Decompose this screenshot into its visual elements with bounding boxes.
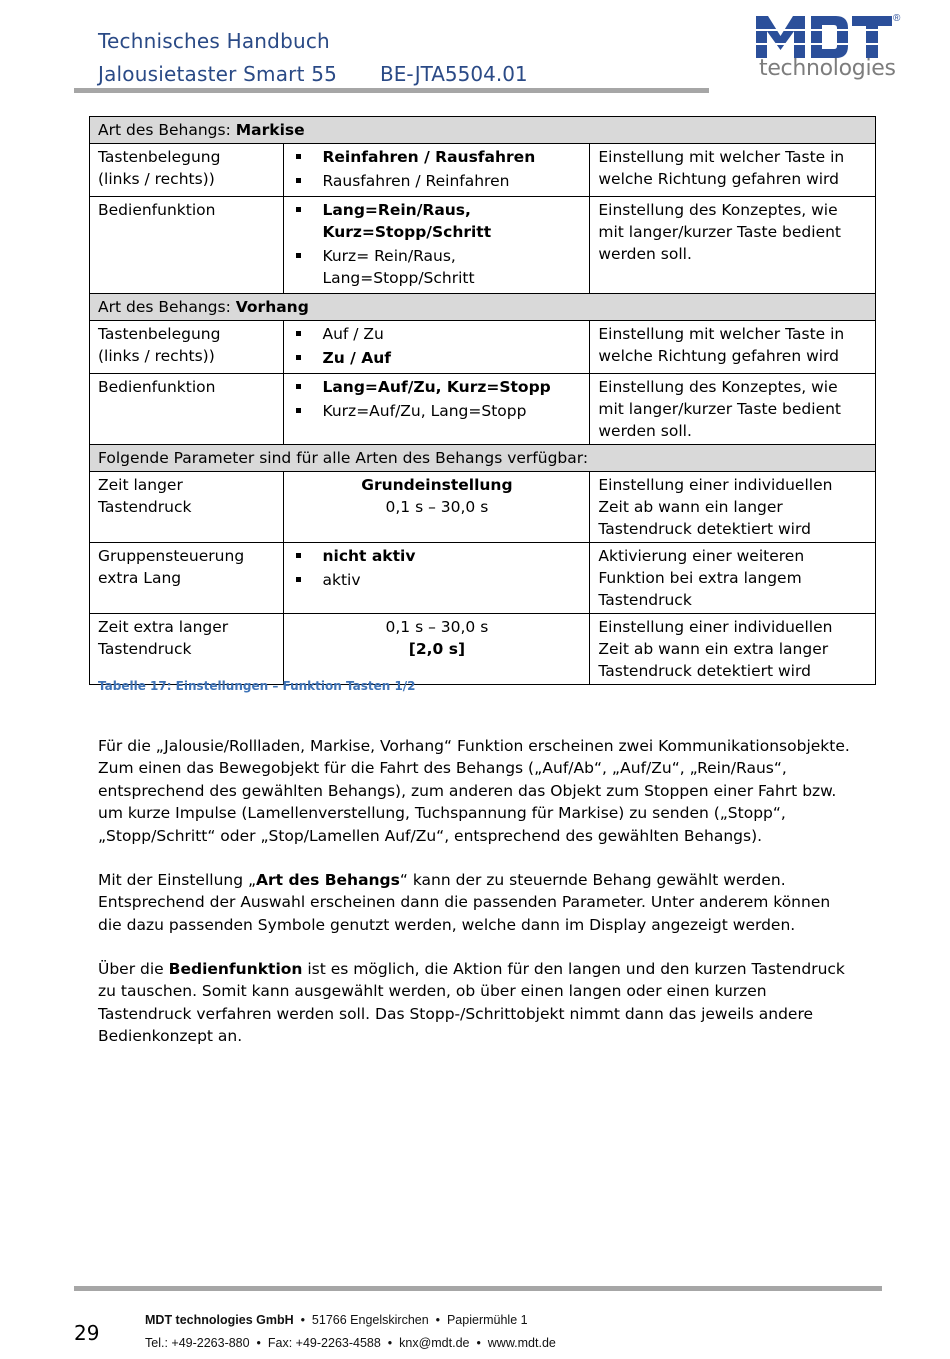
option-item: Zu / Auf: [292, 347, 581, 369]
param-description: Einstellung des Konzeptes, wie mit langer/kurzer Taste bedient werden soll.: [590, 197, 876, 294]
param-description: Aktivierung einer weiteren Funktion bei extra langem Tastendruck: [590, 543, 876, 614]
param-value-range: 0,1 s – 30,0 s: [385, 498, 489, 516]
option-item: Rausfahren / Reinfahren: [292, 170, 581, 192]
paragraph: Über die Bedienfunktion ist es möglich, die Aktion für den langen und den kurzen Tastendruck zu tauschen. Somit kann ausgewählt werden, ob über einen langen oder einen kurzen Tastendruck verfahren werden soll. Das Stopp-/Schrittobjekt nimmt dann das jeweils andere Bedienkonzept an.: [98, 960, 845, 1046]
option-item: Kurz=Auf/Zu, Lang=Stopp: [292, 400, 581, 422]
table-row: [90, 197, 876, 294]
table-row: [90, 472, 876, 543]
footer-rule: [74, 1286, 882, 1291]
table-row: [90, 321, 876, 374]
section-value: Vorhang: [235, 298, 309, 316]
section-label: Art des Behangs:: [98, 298, 236, 316]
logo-subtitle: technologies: [759, 56, 896, 81]
option-item: Reinfahren / Rausfahren: [292, 146, 581, 168]
param-name-sub: extra Lang: [98, 569, 182, 587]
footer-address: MDT technologies GmbH • 51766 Engelskirchen • Papiermühle 1: [145, 1313, 528, 1327]
header-article: BE-JTA5504.01: [380, 62, 528, 86]
param-name-sub: (links / rechts)): [98, 347, 215, 365]
table-row: [90, 144, 876, 197]
table-row: [90, 614, 876, 685]
param-value-default: Grundeinstellung: [361, 476, 513, 494]
param-name: Tastenbelegung: [98, 148, 221, 166]
header-product: Jalousietaster Smart 55: [98, 62, 338, 86]
param-name: Gruppensteuerung: [98, 547, 245, 565]
footer-company: MDT technologies GmbH: [145, 1313, 294, 1327]
param-name: Bedienfunktion: [90, 197, 284, 294]
param-name: Zeit langer Tastendruck: [90, 472, 284, 543]
table-caption: Tabelle 17: Einstellungen – Funktion Tasten 1/2: [98, 679, 416, 693]
table-row: [90, 374, 876, 445]
section-row: [90, 445, 876, 472]
section-row: [90, 294, 876, 321]
table-row: [90, 543, 876, 614]
param-description: Einstellung des Konzeptes, wie mit langer/kurzer Taste bedient werden soll.: [590, 374, 876, 445]
param-name-sub: Tastendruck: [98, 640, 192, 658]
header-title: Technisches Handbuch: [98, 29, 330, 53]
param-name: Tastenbelegung: [98, 325, 221, 343]
param-value-default: [2,0 s]: [408, 640, 466, 658]
param-name: Bedienfunktion: [90, 374, 284, 445]
mdt-logo-mark: [756, 16, 892, 58]
paragraph: Mit der Einstellung „Art des Behangs“ kann der zu steuernde Behang gewählt werden. Entsprechend der Auswahl erscheinen dann die passenden Parameter. Unter anderem können die dazu passenden Symbole genutzt werden, welche dann im Display angezeigt werden.: [98, 871, 831, 934]
parameter-table: [89, 116, 876, 685]
section-label: Art des Behangs:: [98, 121, 236, 139]
option-item: Auf / Zu: [292, 323, 581, 345]
page-number: 29: [74, 1321, 100, 1345]
section-value: Markise: [235, 121, 305, 139]
header-rule: [74, 88, 709, 93]
option-item: Lang=Rein/Raus, Kurz=Stopp/Schritt: [292, 199, 581, 243]
param-description: Einstellung einer individuellen Zeit ab wann ein extra langer Tastendruck detektiert wird: [590, 614, 876, 685]
param-description: Einstellung mit welcher Taste in welche Richtung gefahren wird: [590, 321, 876, 374]
option-item: nicht aktiv: [292, 545, 581, 567]
param-name-sub: (links / rechts)): [98, 170, 215, 188]
param-name: Zeit extra langer: [98, 618, 229, 636]
option-item: aktiv: [292, 569, 581, 591]
footer-web: www.mdt.de: [487, 1336, 556, 1350]
option-item: Kurz= Rein/Raus, Lang=Stopp/Schritt: [292, 245, 581, 289]
registered-mark: ®: [893, 13, 901, 24]
paragraph: Für die „Jalousie/Rollladen, Markise, Vorhang“ Funktion erscheinen zwei Kommunikationsobjekte. Zum einen das Bewegobjekt für die Fahrt des Behangs („Auf/Ab“, „Auf/Zu“, „Rein/Raus“, entsprechend des gewählten Behangs), zum anderen das Objekt zum Stoppen einer Fahrt bzw. um kurze Impulse (Lamellenverstellung, Tuchspannung für Markise) zu senden („Stopp“, „Stopp/Schritt“ oder „Stop/Lamellen Auf/Zu“, entsprechend des gewählten Behangs).: [98, 737, 850, 845]
footer-contact: Tel.: +49-2263-880 • Fax: +49-2263-4588 • knx@mdt.de • www.mdt.de: [145, 1336, 556, 1350]
option-item: Lang=Auf/Zu, Kurz=Stopp: [292, 376, 581, 398]
param-value-range: 0,1 s – 30,0 s: [385, 618, 489, 636]
section-label: Folgende Parameter sind für alle Arten des Behangs verfügbar:: [90, 445, 876, 472]
footer-email: knx@mdt.de: [399, 1336, 470, 1350]
param-description: Einstellung einer individuellen Zeit ab wann ein langer Tastendruck detektiert wird: [590, 472, 876, 543]
param-description: Einstellung mit welcher Taste in welche Richtung gefahren wird: [590, 144, 876, 197]
section-row: [90, 117, 876, 144]
mdt-logo: [756, 13, 906, 88]
